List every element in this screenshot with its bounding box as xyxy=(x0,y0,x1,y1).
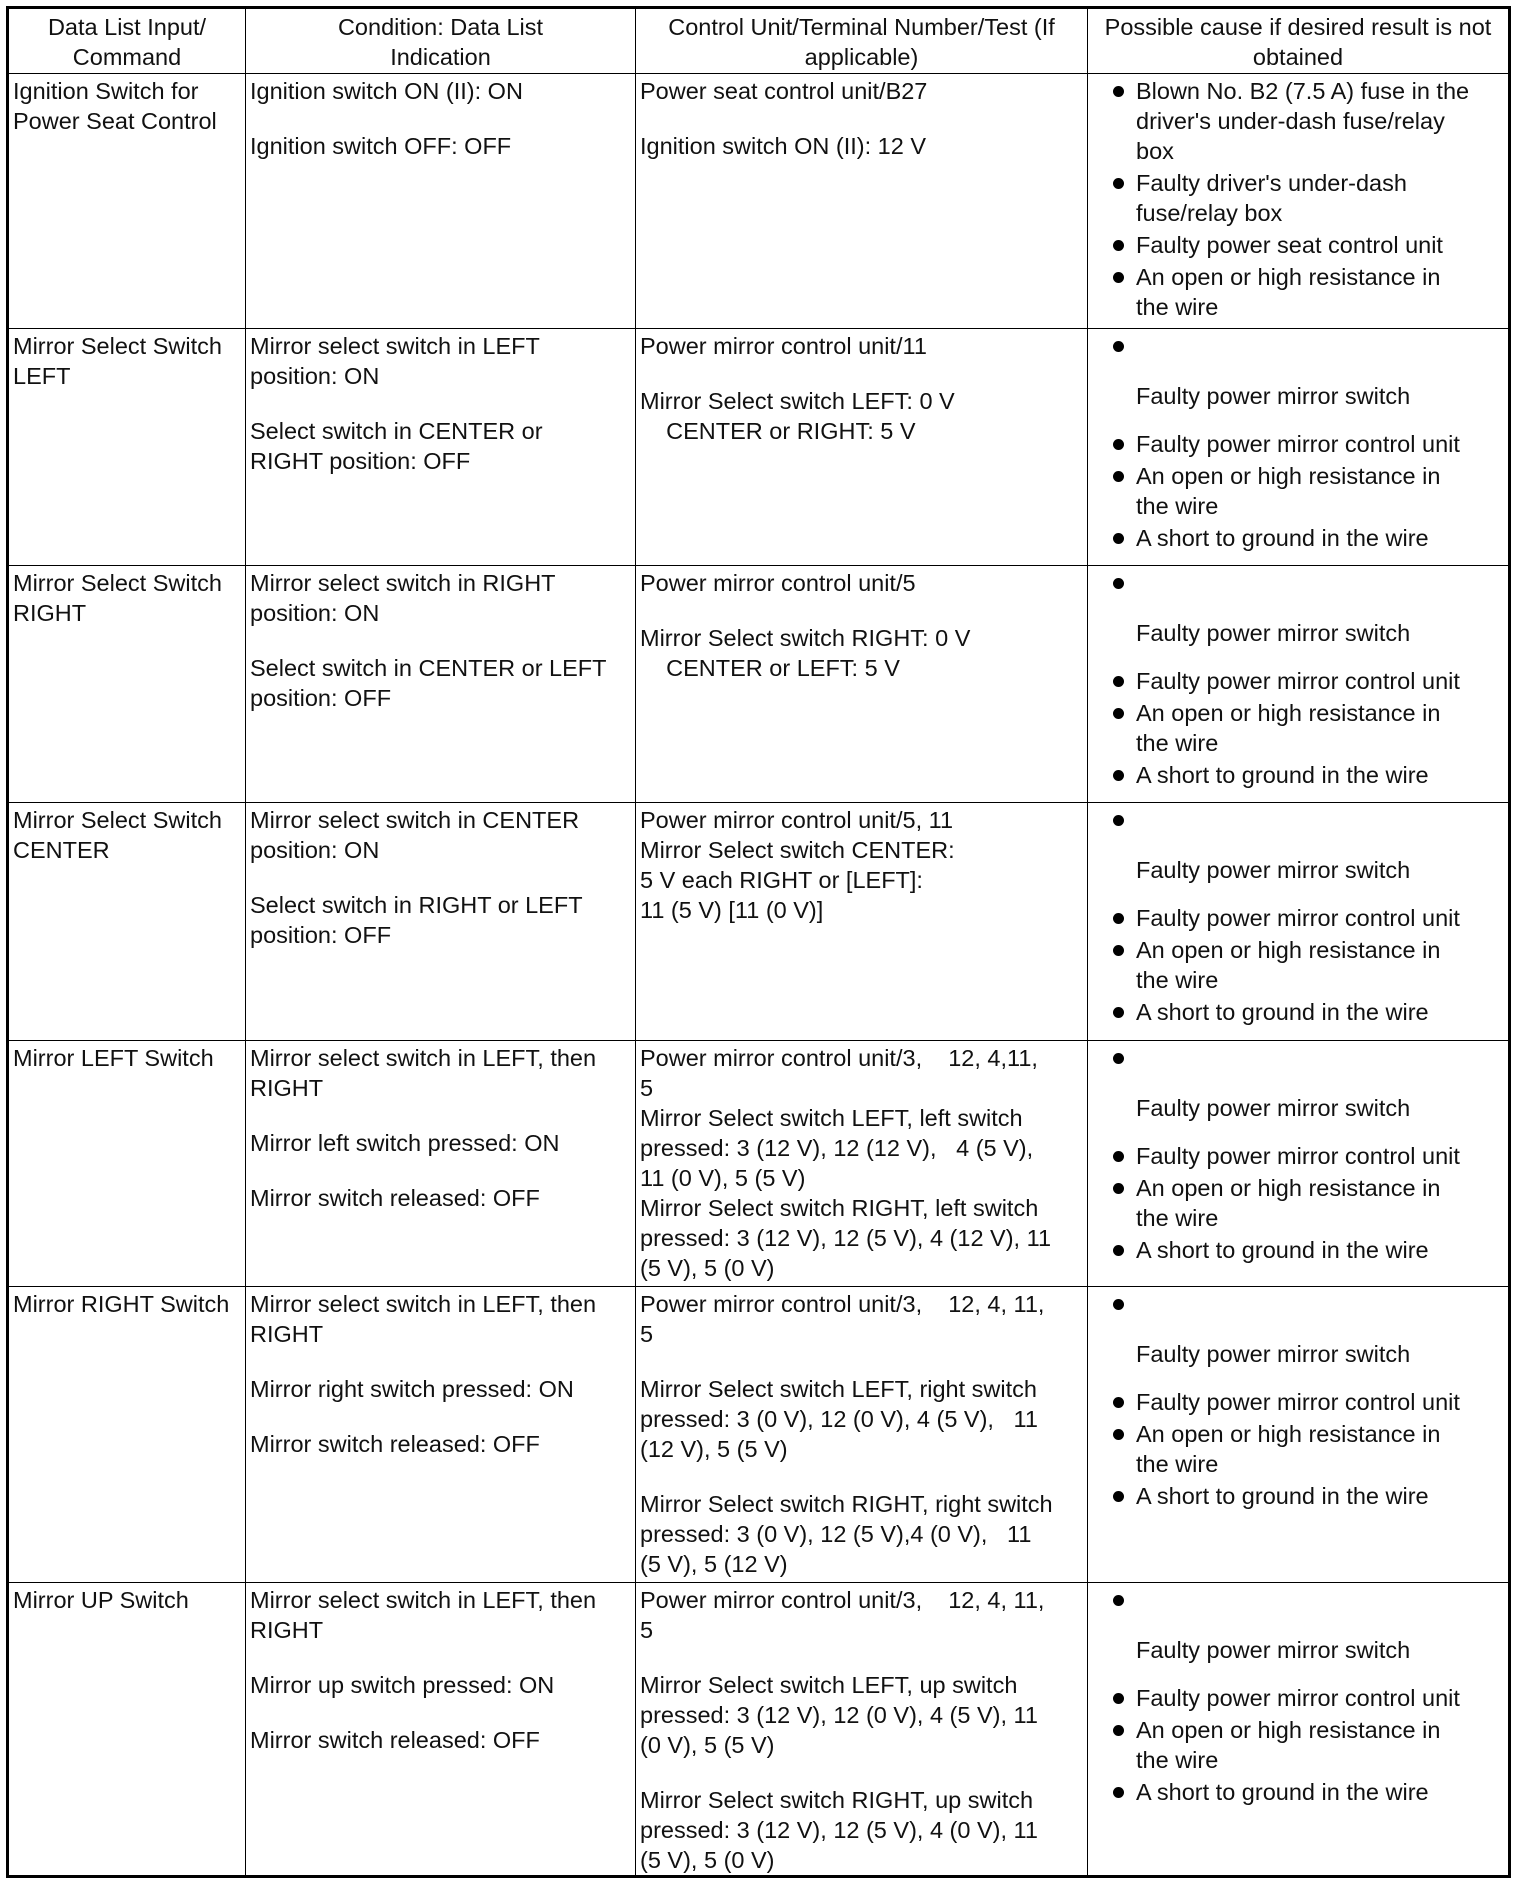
cell-cause xyxy=(1088,74,1510,329)
cause-text: An open or high resistance in the wire xyxy=(1136,1174,1441,1231)
bullet-item xyxy=(1112,805,1504,835)
bullet-item xyxy=(1112,1043,1504,1073)
cause-text: Faulty power mirror control unit xyxy=(1136,905,1460,932)
cause-list xyxy=(1092,1289,1504,1319)
input-label: Ignition Switch for Power Seat Control xyxy=(13,78,217,134)
cell-control-text: Mirror Select switch LEFT, right switch pressed: 3 (0 V), 12 (0 V), 4 (5 V), 11 (12 V), 5 (5 V) xyxy=(640,1375,1038,1462)
cause-text: Faulty driver's under-dash fuse/relay box xyxy=(1136,170,1407,226)
cell-condition xyxy=(246,74,636,329)
cause-text: A short to ground in the wire xyxy=(1136,999,1429,1026)
cell-input xyxy=(8,1582,246,1876)
bullet-item xyxy=(1112,666,1504,696)
cell-condition-text: Select switch in RIGHT or LEFT position: OFF xyxy=(250,892,583,949)
table-row xyxy=(8,1582,1510,1876)
cell-control-text: Mirror Select switch RIGHT: 0 V CENTER or LEFT: 5 V xyxy=(640,625,971,682)
cause-list xyxy=(1092,1043,1504,1073)
bullet-icon xyxy=(1112,262,1136,292)
cell-condition-text: Mirror up switch pressed: ON xyxy=(250,1671,555,1698)
cause-text: Faulty power seat control unit xyxy=(1136,232,1443,258)
cell-condition-text: Mirror select switch in LEFT position: ON xyxy=(250,333,540,390)
bullet-item xyxy=(1112,429,1504,459)
bullet-icon xyxy=(1112,666,1136,696)
bullet-icon xyxy=(1112,1141,1136,1171)
bullet-icon xyxy=(1112,1289,1136,1319)
cell-control xyxy=(636,1582,1088,1876)
cell-control-text: Power mirror control unit/5 xyxy=(640,570,916,597)
cell-cause xyxy=(1088,1286,1510,1582)
cell-input xyxy=(8,74,246,329)
cause-text: A short to ground in the wire xyxy=(1136,762,1429,789)
cause-text: An open or high resistance in the wire xyxy=(1136,264,1441,320)
cell-input xyxy=(8,1040,246,1286)
cause-text: An open or high resistance in the wire xyxy=(1136,1420,1441,1477)
bullet-icon xyxy=(1112,331,1136,361)
table-row xyxy=(8,1040,1510,1286)
cause-text: Faulty power mirror control unit xyxy=(1136,1388,1460,1415)
cell-control-text: Power seat control unit/B27 xyxy=(640,78,928,104)
bullet-icon xyxy=(1112,760,1136,790)
bullet-icon xyxy=(1112,1235,1136,1265)
cell-cause xyxy=(1088,566,1510,803)
cell-control-text: Power mirror control unit/11 xyxy=(640,333,927,360)
cell-condition-text: Mirror switch released: OFF xyxy=(250,1726,540,1753)
bullet-icon xyxy=(1112,1419,1136,1449)
input-label: Mirror Select Switch RIGHT xyxy=(13,570,222,627)
cell-input xyxy=(8,329,246,566)
cell-condition xyxy=(246,329,636,566)
bullet-item xyxy=(1112,1683,1504,1713)
cell-control-text: Mirror Select switch LEFT: 0 V CENTER or RIGHT: 5 V xyxy=(640,388,955,445)
cause-text: Faulty power mirror control unit xyxy=(1136,1684,1460,1711)
bullet-icon xyxy=(1112,935,1136,965)
table-row xyxy=(8,1286,1510,1582)
cell-control xyxy=(636,1040,1088,1286)
bullet-icon xyxy=(1112,76,1136,106)
cell-condition xyxy=(246,566,636,803)
bullet-item xyxy=(1112,568,1504,598)
bullet-item xyxy=(1112,1585,1504,1615)
cause-text: A short to ground in the wire xyxy=(1136,1778,1429,1805)
bullet-icon xyxy=(1112,805,1136,835)
table-row xyxy=(8,566,1510,803)
bullet-icon xyxy=(1112,168,1136,198)
cell-condition-text: Mirror switch released: OFF xyxy=(250,1184,540,1211)
cause-list xyxy=(1092,568,1504,598)
bullet-item xyxy=(1112,331,1504,361)
bullet-item xyxy=(1112,903,1504,933)
cause-text: Faulty power mirror control unit xyxy=(1136,668,1460,695)
bullet-item xyxy=(1112,1387,1504,1417)
cause-text: An open or high resistance in the wire xyxy=(1136,1716,1441,1773)
header-input: Data List Input/ Command xyxy=(8,8,246,74)
input-label: Mirror RIGHT Switch xyxy=(13,1290,230,1317)
cell-control-text: Power mirror control unit/3, 12, 4,11, 5 Mirror Select switch LEFT, left switch pressed: 3 (12 V), 12 (12 V), 4 (5 V), 11 (0 V), 5 (5 V) Mirror Select switch RIGHT, left switch pressed: 3 (12 V), 12 (5 V), 4 (12 V), 11 (5 V), 5 (0 V) xyxy=(640,1044,1052,1281)
bullet-icon xyxy=(1112,903,1136,933)
bullet-icon xyxy=(1112,1715,1136,1745)
cell-condition-text: Mirror select switch in LEFT, then RIGHT xyxy=(250,1586,597,1643)
cell-condition xyxy=(246,1286,636,1582)
cell-condition-text: Select switch in CENTER or LEFT position: OFF xyxy=(250,655,607,712)
cause-list xyxy=(1092,805,1504,835)
bullet-item xyxy=(1112,698,1504,758)
input-label: Mirror Select Switch LEFT xyxy=(13,333,222,390)
bullet-icon xyxy=(1112,1387,1136,1417)
cause-list xyxy=(1092,666,1504,790)
cell-condition-text: Mirror right switch pressed: ON xyxy=(250,1375,574,1402)
bullet-icon xyxy=(1112,461,1136,491)
bullet-item xyxy=(1112,1235,1504,1265)
input-label: Mirror LEFT Switch xyxy=(13,1044,214,1071)
bullet-icon xyxy=(1112,1585,1136,1615)
bullet-icon xyxy=(1112,1777,1136,1807)
bullet-icon xyxy=(1112,1043,1136,1073)
bullet-item xyxy=(1112,1141,1504,1171)
cause-list xyxy=(1092,1585,1504,1615)
bullet-item xyxy=(1112,461,1504,521)
cell-condition-text: Ignition switch OFF: OFF xyxy=(250,133,512,159)
bullet-item xyxy=(1112,1777,1504,1807)
cause-text: Faulty power mirror control unit xyxy=(1136,1142,1460,1169)
cause-text: A short to ground in the wire xyxy=(1136,1236,1429,1263)
cause-text: Faulty power mirror switch xyxy=(1136,857,1411,884)
cell-condition-text: Ignition switch ON (II): ON xyxy=(250,78,523,104)
cell-condition-text: Mirror switch released: OFF xyxy=(250,1430,540,1457)
cell-cause xyxy=(1088,1040,1510,1286)
cell-control xyxy=(636,329,1088,566)
table-row xyxy=(8,74,1510,329)
table-row xyxy=(8,329,1510,566)
cell-control-text: Power mirror control unit/3, 12, 4, 11, 5 xyxy=(640,1290,1045,1347)
cell-control-text: Power mirror control unit/3, 12, 4, 11, 5 xyxy=(640,1586,1045,1643)
cell-control-text: Mirror Select switch LEFT, up switch pressed: 3 (12 V), 12 (0 V), 4 (5 V), 11 (0 V), 5 (5 V) xyxy=(640,1671,1038,1758)
cell-condition-text: Mirror select switch in LEFT, then RIGHT xyxy=(250,1290,597,1347)
cause-text: A short to ground in the wire xyxy=(1136,525,1429,552)
bullet-item xyxy=(1112,523,1504,553)
bullet-icon xyxy=(1112,429,1136,459)
cell-condition-text: Mirror select switch in CENTER position: ON xyxy=(250,807,580,864)
bullet-item xyxy=(1112,1289,1504,1319)
bullet-icon xyxy=(1112,1683,1136,1713)
bullet-icon xyxy=(1112,230,1136,260)
cause-list xyxy=(1092,331,1504,361)
cause-list xyxy=(1092,1387,1504,1511)
cell-control-text: Mirror Select switch RIGHT, up switch pressed: 3 (12 V), 12 (5 V), 4 (0 V), 11 (5 V), 5 (0 V) xyxy=(640,1786,1038,1873)
cause-text: Faulty power mirror switch xyxy=(1136,620,1411,647)
cell-control xyxy=(636,803,1088,1040)
cell-cause xyxy=(1088,329,1510,566)
bullet-item xyxy=(1112,262,1504,322)
cell-control xyxy=(636,566,1088,803)
table-row xyxy=(8,803,1510,1040)
input-label: Mirror Select Switch CENTER xyxy=(13,807,222,864)
header-row xyxy=(8,8,1510,74)
bullet-item xyxy=(1112,1419,1504,1479)
cause-text: A short to ground in the wire xyxy=(1136,1482,1429,1509)
cause-list xyxy=(1092,1141,1504,1265)
cell-control xyxy=(636,74,1088,329)
cause-text: An open or high resistance in the wire xyxy=(1136,937,1441,994)
bullet-icon xyxy=(1112,523,1136,553)
bullet-item xyxy=(1112,997,1504,1027)
cell-control-text: Power mirror control unit/5, 11 Mirror Select switch CENTER: 5 V each RIGHT or [LEFT]: 11 (5 V) [11 (0 V)] xyxy=(640,807,955,924)
header-cause: Possible cause if desired result is not obtained xyxy=(1088,8,1510,74)
cause-text: Faulty power mirror switch xyxy=(1136,383,1411,410)
bullet-item xyxy=(1112,1715,1504,1775)
cell-input xyxy=(8,1286,246,1582)
bullet-icon xyxy=(1112,1173,1136,1203)
cell-condition-text: Mirror left switch pressed: ON xyxy=(250,1129,560,1156)
cell-input xyxy=(8,566,246,803)
bullet-icon xyxy=(1112,698,1136,728)
cause-text: Faulty power mirror switch xyxy=(1136,1636,1411,1663)
bullet-icon xyxy=(1112,1481,1136,1511)
cell-condition-text: Mirror select switch in RIGHT position: ON xyxy=(250,570,556,627)
bullet-item xyxy=(1112,1481,1504,1511)
cell-control xyxy=(636,1286,1088,1582)
cell-condition-text: Mirror select switch in LEFT, then RIGHT xyxy=(250,1044,597,1101)
header-condition: Condition: Data List Indication xyxy=(246,8,636,74)
bullet-item xyxy=(1112,760,1504,790)
bullet-item xyxy=(1112,230,1504,260)
cause-list xyxy=(1092,429,1504,553)
cause-text: An open or high resistance in the wire xyxy=(1136,463,1441,520)
cause-list xyxy=(1092,903,1504,1027)
cause-text: Faulty power mirror switch xyxy=(1136,1094,1411,1121)
data-list-table xyxy=(6,6,1511,1878)
header-control: Control Unit/Terminal Number/Test (If applicable) xyxy=(636,8,1088,74)
cause-text: Faulty power mirror control unit xyxy=(1136,431,1460,458)
table-body xyxy=(8,74,1510,1877)
cell-cause xyxy=(1088,1582,1510,1876)
cell-condition xyxy=(246,1582,636,1876)
bullet-item xyxy=(1112,76,1504,166)
cause-list xyxy=(1092,1683,1504,1807)
cause-text: Blown No. B2 (7.5 A) fuse in the driver's under-dash fuse/relay box xyxy=(1136,78,1470,164)
input-label: Mirror UP Switch xyxy=(13,1586,189,1613)
cell-condition xyxy=(246,803,636,1040)
cell-condition-text: Select switch in CENTER or RIGHT position: OFF xyxy=(250,418,543,475)
bullet-item xyxy=(1112,168,1504,228)
cell-control-text: Mirror Select switch RIGHT, right switch pressed: 3 (0 V), 12 (5 V),4 (0 V), 11 (5 V), 5 (12 V) xyxy=(640,1490,1053,1577)
cell-input xyxy=(8,803,246,1040)
bullet-icon xyxy=(1112,997,1136,1027)
bullet-item xyxy=(1112,935,1504,995)
cell-cause xyxy=(1088,803,1510,1040)
cause-text: Faulty power mirror switch xyxy=(1136,1340,1411,1367)
bullet-icon xyxy=(1112,568,1136,598)
cause-text: An open or high resistance in the wire xyxy=(1136,700,1441,757)
cell-condition xyxy=(246,1040,636,1286)
cause-list xyxy=(1092,76,1504,322)
bullet-item xyxy=(1112,1173,1504,1233)
cell-control-text: Ignition switch ON (II): 12 V xyxy=(640,133,927,159)
